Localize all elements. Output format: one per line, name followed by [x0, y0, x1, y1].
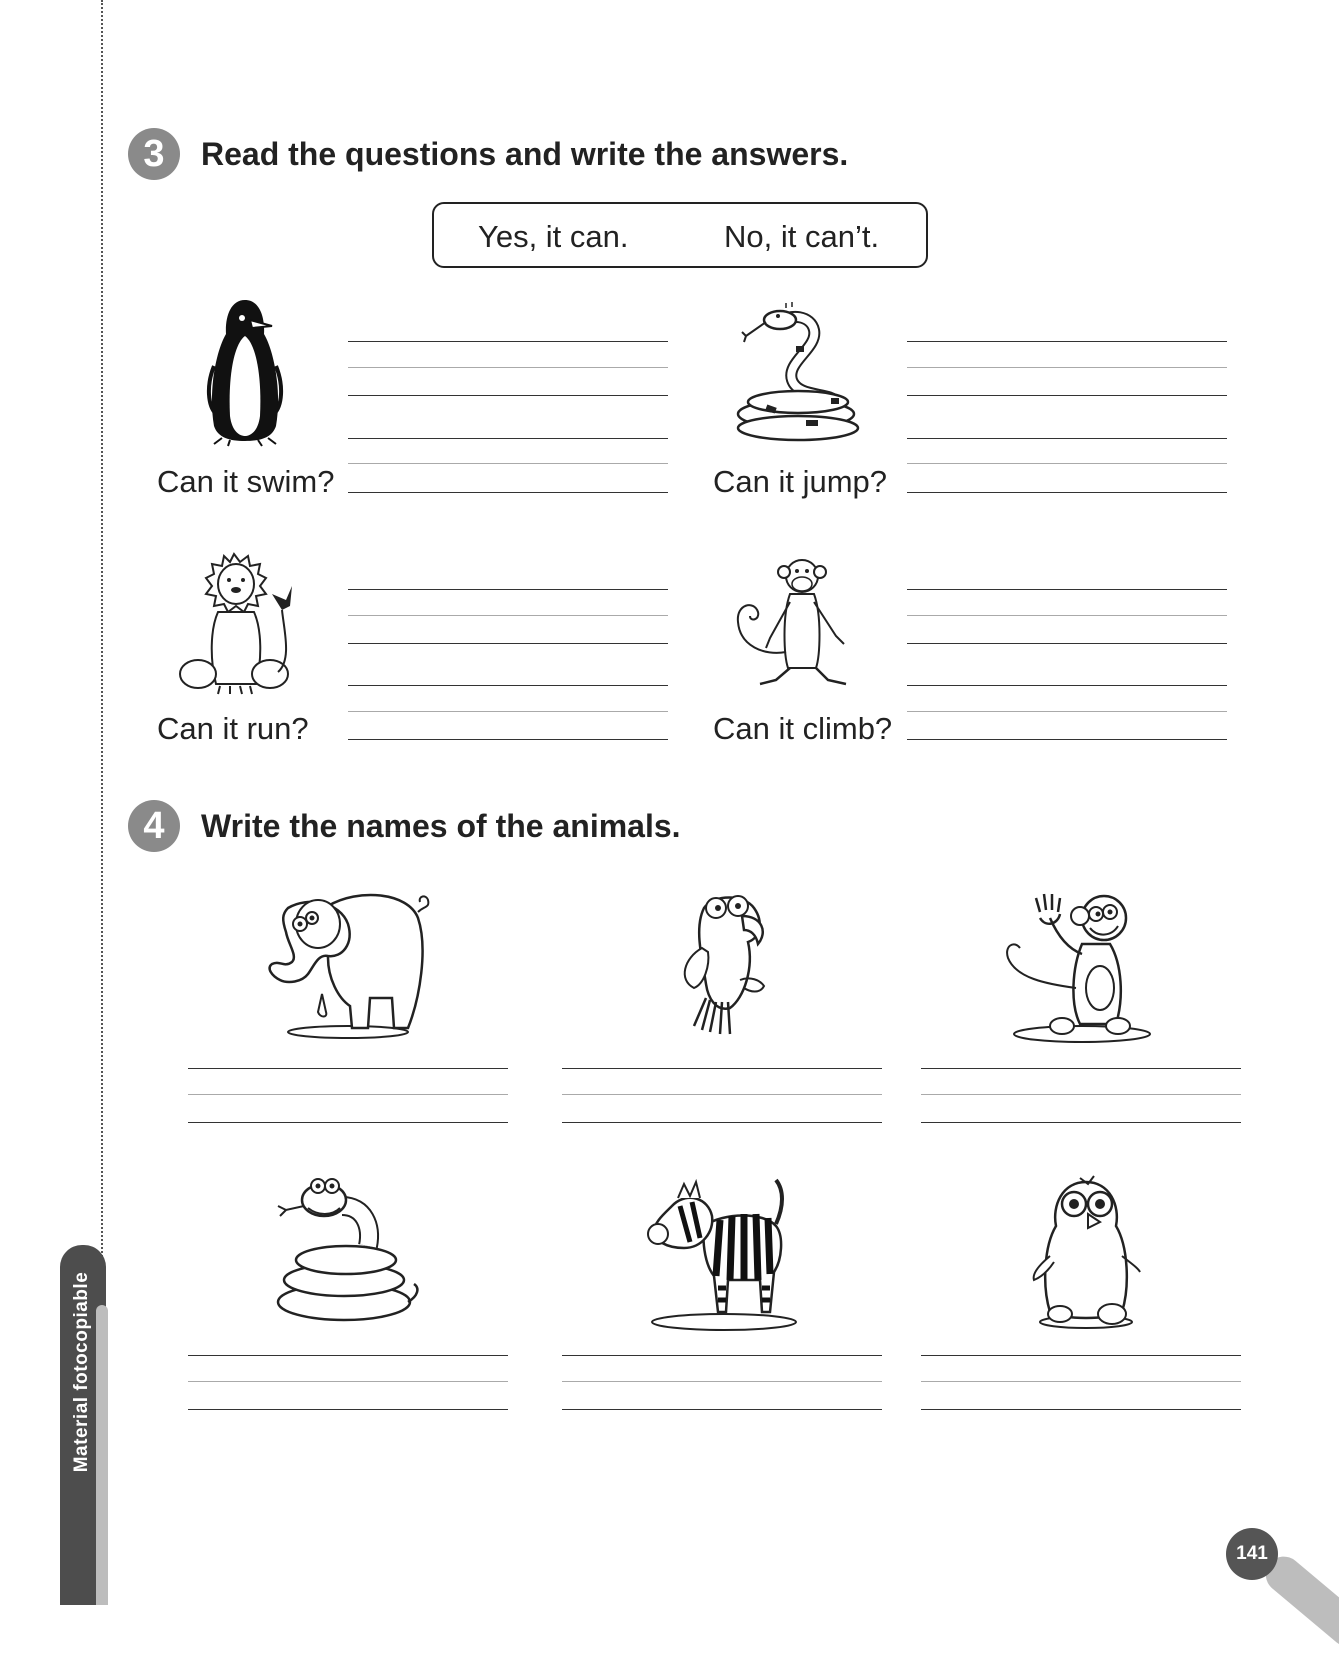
answer-option-yes: Yes, it can. — [478, 219, 629, 254]
guide-line — [188, 1094, 508, 1095]
penguin-icon — [1030, 1176, 1142, 1333]
guide-line — [921, 1381, 1241, 1382]
exercise-4-number: 4 — [128, 800, 180, 852]
answer-line[interactable] — [188, 1409, 508, 1410]
answer-line[interactable] — [348, 739, 668, 740]
answer-line[interactable] — [921, 1122, 1241, 1123]
answer-line[interactable] — [921, 1068, 1241, 1069]
answer-line[interactable] — [907, 395, 1227, 396]
guide-line — [921, 1094, 1241, 1095]
answer-line[interactable] — [907, 492, 1227, 493]
guide-line — [907, 615, 1227, 616]
answer-line[interactable] — [188, 1122, 508, 1123]
answer-line[interactable] — [907, 739, 1227, 740]
guide-line — [562, 1094, 882, 1095]
guide-line — [348, 367, 668, 368]
question-swim: Can it swim? — [157, 464, 335, 499]
exercise-4-instruction: Write the names of the animals. — [201, 808, 681, 844]
guide-line — [348, 711, 668, 712]
side-tab-accent — [96, 1305, 108, 1605]
guide-line — [907, 711, 1227, 712]
guide-line — [907, 463, 1227, 464]
side-tab-label: Material fotocopiable — [71, 1271, 92, 1473]
snake-icon — [272, 1176, 422, 1331]
answer-line[interactable] — [348, 438, 668, 439]
answer-line[interactable] — [562, 1409, 882, 1410]
question-run: Can it run? — [157, 711, 309, 746]
answer-option-no: No, it can’t. — [724, 219, 880, 254]
parrot-icon — [664, 888, 784, 1045]
answer-line[interactable] — [907, 438, 1227, 439]
guide-line — [188, 1381, 508, 1382]
guide-line — [348, 463, 668, 464]
guide-line — [562, 1381, 882, 1382]
answer-line[interactable] — [348, 589, 668, 590]
answer-line[interactable] — [562, 1068, 882, 1069]
answer-options-box — [432, 202, 928, 268]
guide-line — [907, 367, 1227, 368]
monkey-icon — [1006, 888, 1158, 1045]
answer-line[interactable] — [348, 643, 668, 644]
answer-line[interactable] — [348, 492, 668, 493]
exercise-3-instruction: Read the questions and write the answers. — [201, 136, 849, 172]
answer-line[interactable] — [562, 1355, 882, 1356]
zebra-icon — [644, 1176, 804, 1333]
lion-icon — [174, 550, 296, 703]
penguin-icon — [200, 296, 290, 451]
elephant-icon — [258, 888, 438, 1045]
answer-line[interactable] — [348, 341, 668, 342]
answer-line[interactable] — [348, 685, 668, 686]
question-climb: Can it climb? — [713, 711, 893, 746]
answer-line[interactable] — [921, 1409, 1241, 1410]
page-number: 141 — [1226, 1528, 1278, 1580]
answer-line[interactable] — [907, 685, 1227, 686]
question-jump: Can it jump? — [713, 464, 888, 499]
answer-line[interactable] — [188, 1068, 508, 1069]
answer-line[interactable] — [907, 589, 1227, 590]
answer-line[interactable] — [348, 395, 668, 396]
answer-line[interactable] — [907, 643, 1227, 644]
guide-line — [348, 615, 668, 616]
answer-line[interactable] — [907, 341, 1227, 342]
answer-line[interactable] — [921, 1355, 1241, 1356]
monkey-icon — [734, 556, 866, 703]
answer-line[interactable] — [188, 1355, 508, 1356]
snake-icon — [736, 302, 866, 449]
answer-line[interactable] — [562, 1122, 882, 1123]
exercise-3-number: 3 — [128, 128, 180, 180]
